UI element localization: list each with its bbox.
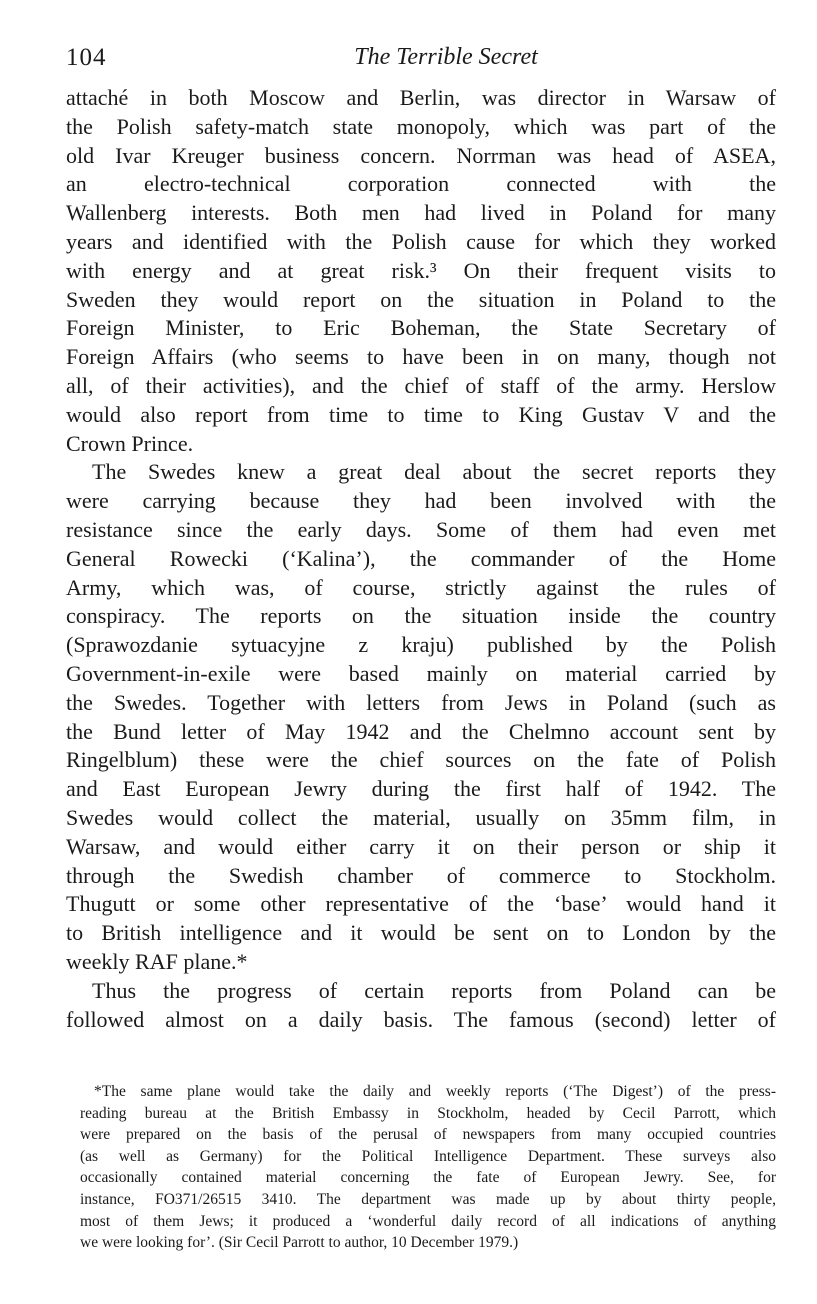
text-line: Government-in-exile were based mainly on material carried by bbox=[66, 660, 776, 686]
text-line: attaché in both Moscow and Berlin, was director in Warsaw of bbox=[66, 85, 776, 110]
text-line: Swedes would collect the material, usually on 35mm film, in bbox=[66, 804, 776, 830]
footnote-line: occasionally contained material concerning the fate of European Jewry. See, for bbox=[80, 1169, 776, 1187]
text-line: Sweden they would report on the situation in Poland to the bbox=[66, 286, 776, 312]
text-line: the Bund letter of May 1942 and the Chelmno account sent by bbox=[66, 718, 776, 744]
text-line: all, of their activities), and the chief of staff of the army. Herslow bbox=[66, 372, 776, 398]
text-line: Army, which was, of course, strictly against the rules of bbox=[66, 574, 776, 600]
text-line: followed almost on a daily basis. The famous (second) letter of bbox=[66, 1006, 776, 1032]
text-line: through the Swedish chamber of commerce to Stockholm. bbox=[66, 862, 776, 888]
text-line: Ringelblum) these were the chief sources on the fate of Polish bbox=[66, 747, 776, 773]
text-line: an electro-technical corporation connected with the bbox=[66, 171, 776, 197]
text-line: old Ivar Kreuger business concern. Norrman was head of ASEA, bbox=[66, 142, 776, 168]
text-line: and East European Jewry during the first half of 1942. The bbox=[66, 776, 776, 802]
text-line: conspiracy. The reports on the situation inside the country bbox=[66, 603, 776, 629]
footnote-line: most of them Jews; it produced a ‘wonderful daily record of all indications of anything bbox=[80, 1212, 776, 1230]
body-text bbox=[66, 84, 776, 1034]
text-line: the Swedes. Together with letters from Jews in Poland (such as bbox=[66, 689, 776, 715]
text-line: years and identified with the Polish cause for which they worked bbox=[66, 228, 776, 254]
footnote-line: *The same plane would take the daily and weekly reports (‘The Digest’) of the press- bbox=[94, 1083, 776, 1100]
footnote bbox=[80, 1081, 776, 1254]
text-line: Thus the progress of certain reports from Poland can be bbox=[92, 977, 776, 1003]
text-line: Foreign Affairs (who seems to have been in on many, though not bbox=[66, 344, 776, 370]
text-line: General Rowecki (‘Kalina’), the commander of the Home bbox=[66, 545, 776, 571]
page-header bbox=[66, 44, 776, 80]
text-line: Crown Prince. bbox=[66, 430, 194, 456]
text-line: Foreign Minister, to Eric Boheman, the State Secretary of bbox=[66, 315, 776, 341]
page-number: 104 bbox=[66, 44, 107, 71]
footnote-line: we were looking for’. (Sir Cecil Parrott to author, 10 December 1979.) bbox=[80, 1234, 519, 1252]
footnote-line: were prepared on the basis of the perusal of newspapers from many occupied countries bbox=[80, 1126, 776, 1144]
text-line: the Polish safety-match state monopoly, which was part of the bbox=[66, 113, 776, 139]
running-title: The Terrible Secret bbox=[354, 44, 538, 70]
text-line: weekly RAF plane.* bbox=[66, 948, 248, 974]
text-line: with energy and at great risk.³ On their frequent visits to bbox=[66, 257, 776, 283]
text-line: Warsaw, and would either carry it on their person or ship it bbox=[66, 833, 776, 859]
text-line: would also report from time to time to King Gustav V and the bbox=[66, 401, 776, 427]
text-line: Wallenberg interests. Both men had lived in Poland for many bbox=[66, 200, 776, 226]
text-line: (Sprawozdanie sytuacyjne z kraju) published by the Polish bbox=[66, 632, 776, 658]
text-line: to British intelligence and it would be sent on to London by the bbox=[66, 920, 776, 946]
text-line: The Swedes knew a great deal about the secret reports they bbox=[92, 459, 776, 485]
footnote-line: instance, FO371/26515 3410. The department was made up by about thirty people, bbox=[80, 1190, 776, 1208]
text-line: resistance since the early days. Some of them had even met bbox=[66, 516, 776, 542]
text-line: were carrying because they had been involved with the bbox=[66, 488, 776, 514]
footnote-line: reading bureau at the British Embassy in Stockholm, headed by Cecil Parrott, which bbox=[80, 1104, 776, 1122]
text-line: Thugutt or some other representative of the ‘base’ would hand it bbox=[66, 891, 776, 917]
footnote-line: (as well as Germany) for the Political Intelligence Department. These surveys also bbox=[80, 1147, 776, 1165]
